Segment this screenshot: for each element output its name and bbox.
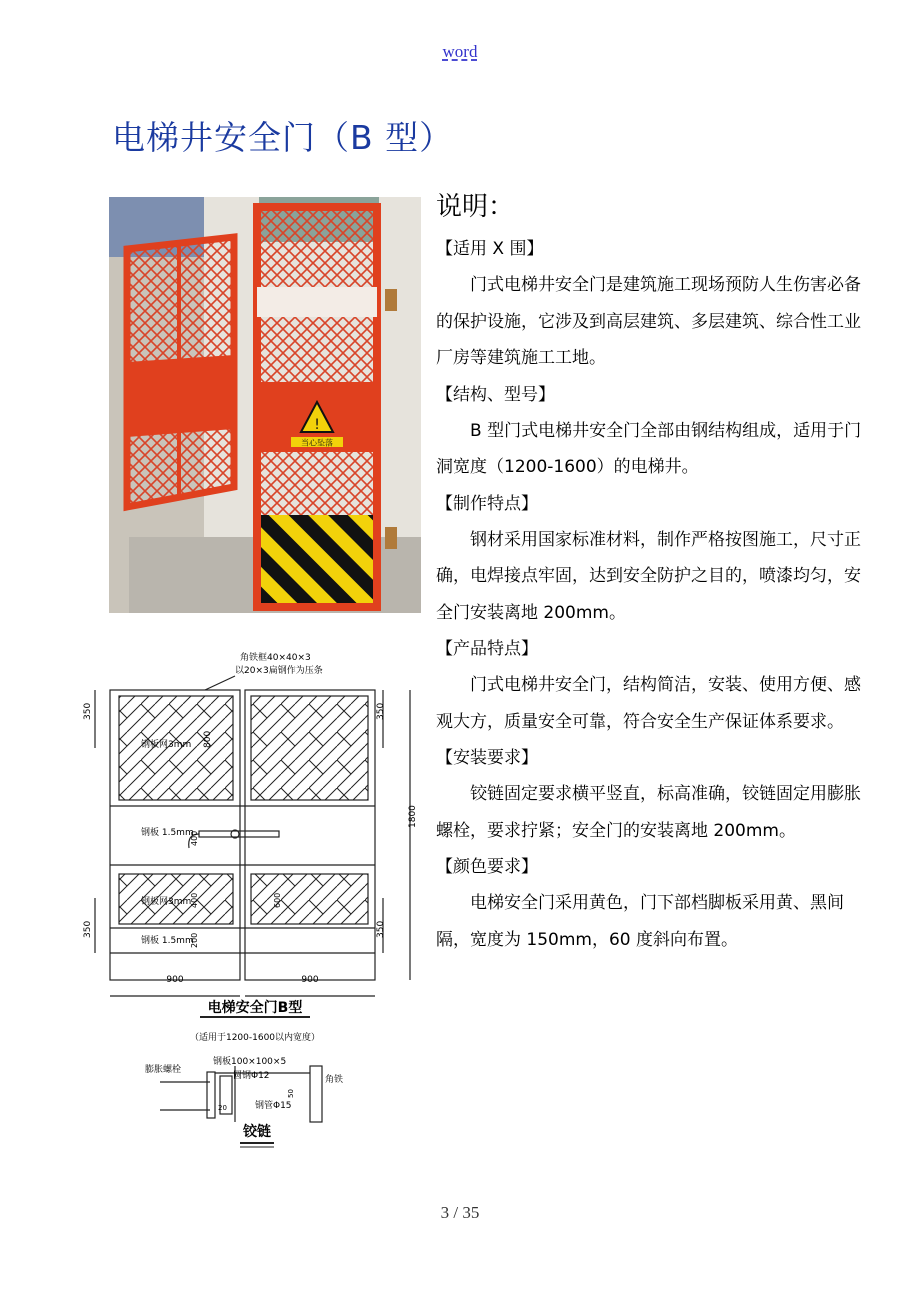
dim-600: 600 xyxy=(273,892,282,908)
hinge-plate: 钢板100×100×5 xyxy=(213,1057,287,1067)
hinge-angle: 角铁 xyxy=(325,1075,344,1085)
section-head: 【颜色要求】 xyxy=(436,857,538,877)
section-head: 【结构、型号】 xyxy=(436,384,555,405)
dim-400: 400 xyxy=(190,830,199,846)
hinge-dim-50: 50 xyxy=(287,1089,295,1098)
section-head: 【适用 X 围】 xyxy=(436,239,544,259)
section-body: 门式电梯井安全门，结构简洁，安装、使用方便、感观大方，质量安全可靠，符合安全生产保证体系要求。 xyxy=(436,675,861,732)
explanation-heading: 说明： xyxy=(436,192,515,222)
drawing-subcaption: （适用于1200-1600以内宽度） xyxy=(189,1033,321,1043)
dim-400-lower: 400 xyxy=(190,892,199,908)
dim-1800: 1800 xyxy=(408,805,418,828)
drawing-caption: 电梯安全门B型 xyxy=(207,1000,303,1016)
right-door xyxy=(257,207,397,607)
dim-350-left-bottom: 350 xyxy=(83,920,93,938)
dim-350-right-top: 350 xyxy=(376,702,386,720)
note-line1: 角铁框40×40×3 xyxy=(240,653,311,663)
section-head: 【产品特点】 xyxy=(436,639,538,659)
dim-350-right-bottom: 350 xyxy=(376,920,386,938)
left-door xyxy=(127,237,234,507)
dim-200: 200 xyxy=(190,932,199,948)
dim-800: 800 xyxy=(203,730,213,748)
section-body: 铰链固定要求横平竖直，标高准确，铰链固定用膨胀螺栓，要求拧紧；安全门的安装离地 200mm。 xyxy=(436,784,861,841)
section-color xyxy=(436,849,876,958)
section-head: 【制作特点】 xyxy=(436,493,538,514)
section-body: 门式电梯井安全门是建筑施工现场预防人生伤害必备的保护设施，它涉及到高层建筑、多层建筑、综合性工业厂房等建筑施工工地。 xyxy=(436,275,861,368)
hinge-bolt: 膨胀螺栓 xyxy=(145,1065,182,1075)
label-mesh-lower: 钢板网3mm xyxy=(141,897,192,907)
header xyxy=(0,42,920,62)
section-structure xyxy=(436,377,876,486)
section-body: 电梯安全门采用黄色，门下部档脚板采用黄、黑间隔，宽度为 150mm，60 度斜向布置。 xyxy=(436,893,844,950)
section-installation xyxy=(436,740,876,849)
dim-900-left: 900 xyxy=(166,975,184,985)
label-plate-bottom: 钢板 1.5mm xyxy=(141,936,194,946)
dim-350-left-top: 350 xyxy=(83,702,93,720)
page-title: 电梯井安全门（B 型） xyxy=(112,118,454,157)
explanation xyxy=(436,186,876,958)
note-line2: 以20×3扁钢作为压条 xyxy=(235,666,323,676)
hinge-caption: 铰链 xyxy=(243,1124,271,1140)
svg-text:!: ! xyxy=(314,417,320,433)
label-mesh-upper: 钢板网3mm xyxy=(141,740,192,750)
page-number: 3 / 35 xyxy=(440,1203,480,1222)
door-drawing xyxy=(85,648,425,1158)
section-body: 钢材采用国家标准材料，制作严格按图施工，尺寸正确，电焊接点牢固，达到安全防护之目的，喷漆均匀，安全门安装离地 200mm。 xyxy=(436,529,861,623)
hinge-dim-20: 20 xyxy=(218,1104,227,1112)
section-features xyxy=(436,631,876,740)
section-head: 【安装要求】 xyxy=(436,748,538,768)
hinge-tube: 钢管Φ15 xyxy=(255,1101,292,1111)
door-photo xyxy=(109,197,421,613)
section-fabrication xyxy=(436,486,876,632)
section-body: B 型门式电梯井安全门全部由钢结构组成，适用于门洞宽度（1200-1600）的电梯井。 xyxy=(436,420,862,477)
section-scope xyxy=(436,231,876,377)
label-plate-mid: 钢板 1.5mm xyxy=(141,828,194,838)
word-link[interactable]: word xyxy=(442,42,478,61)
hinge-rod: 圆钢Φ12 xyxy=(233,1071,270,1081)
sign-text: 当心坠落 xyxy=(301,438,333,448)
dim-900-right: 900 xyxy=(301,975,319,985)
